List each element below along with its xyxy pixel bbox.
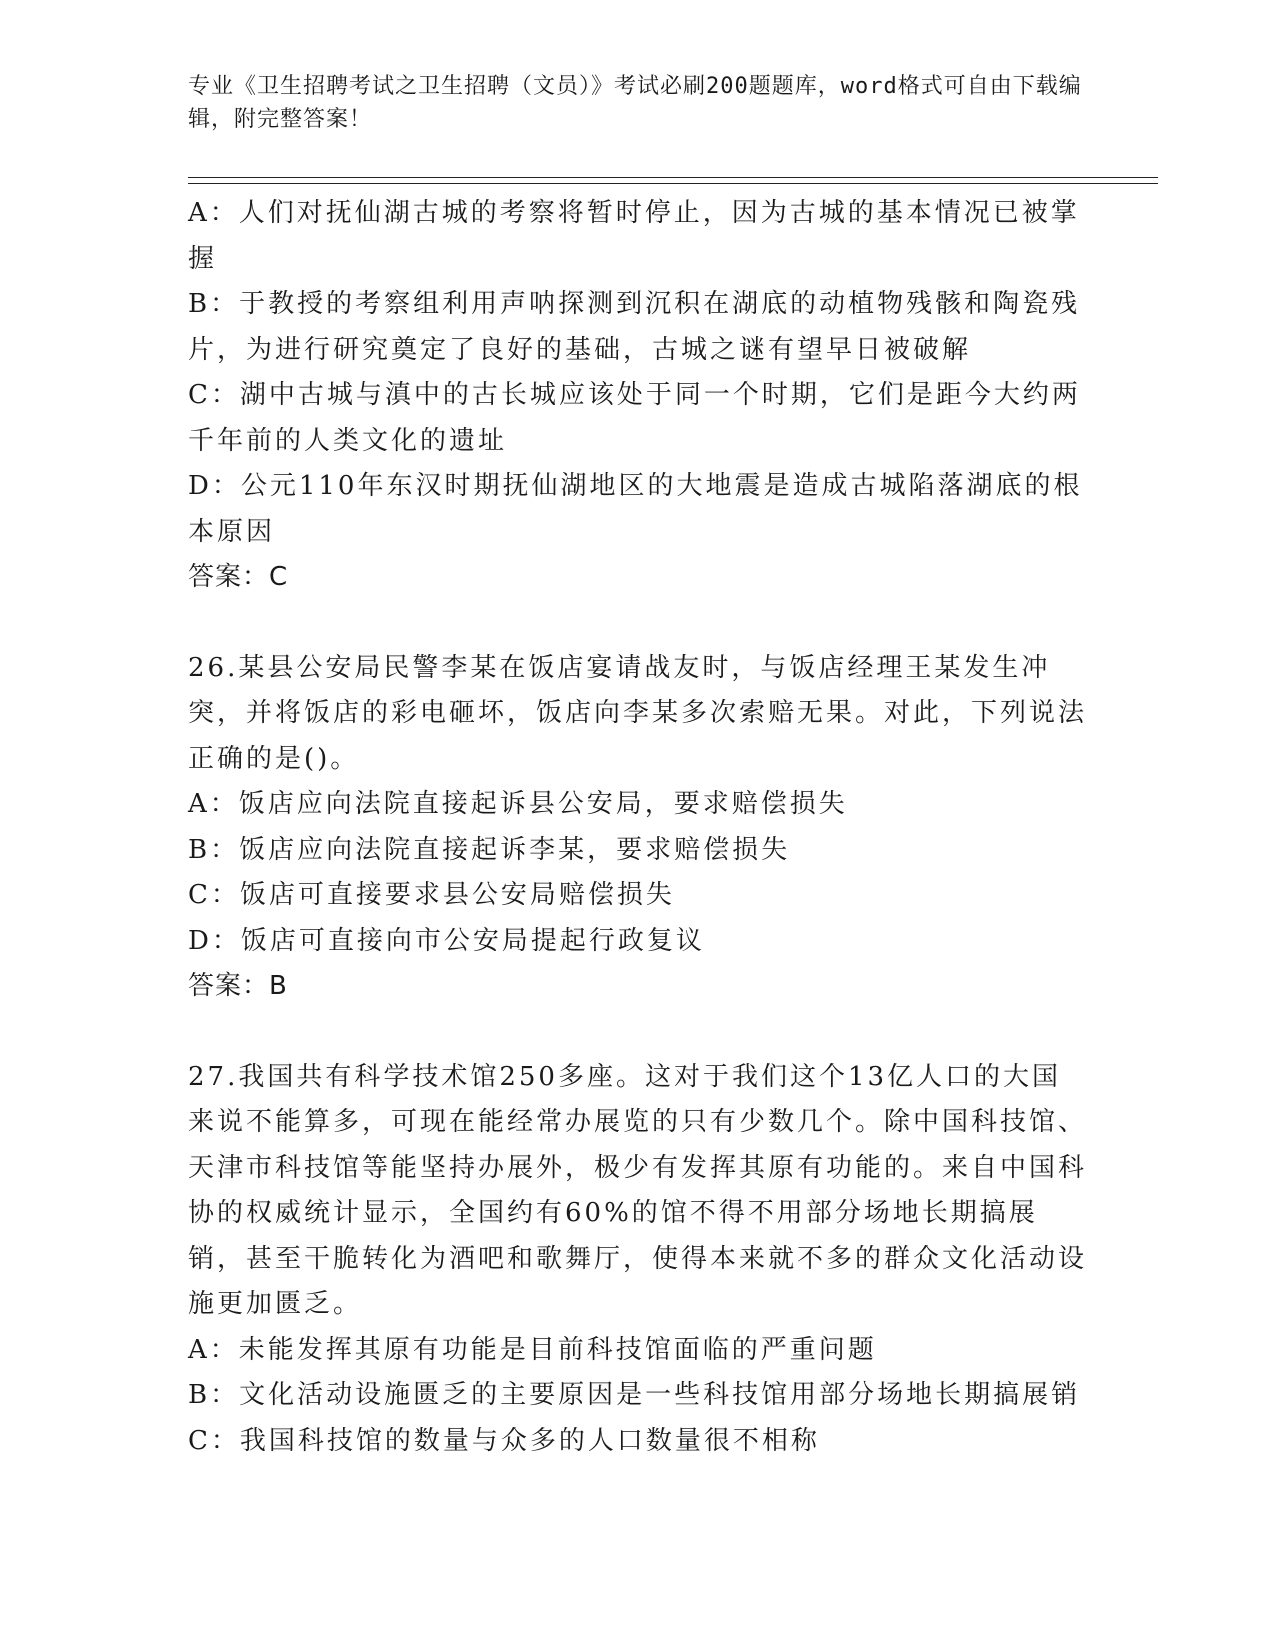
- question-spacer: [188, 601, 1088, 646]
- q26-option-b: B：饭店应向法院直接起诉李某，要求赔偿损失: [188, 834, 791, 865]
- q25-option-a: A：人们对抚仙湖古城的考察将暂时停止，因为古城的基本情况已被掌握: [188, 198, 1080, 274]
- q27-option-b: B：文化活动设施匮乏的主要原因是一些科技馆用部分场地长期搞展销: [188, 1380, 1081, 1410]
- question-spacer: [188, 1010, 1088, 1055]
- q27-option-a: A：未能发挥其原有功能是目前科技馆面临的严重问题: [188, 1334, 877, 1365]
- q27-stem: 27.我国共有科学技术馆250多座。这对于我们这个13亿人口的大国来说不能算多，可现在能经常办展览的只有少数几个。除中国科技馆、天津市科技馆等能坚持办展外，极少有发挥其原有功能的。来自中国科协的权威统计显示，全国约有60%的馆不得不用部分场地长期搞展销，甚至干脆转化为酒吧和歌舞厅，使得本来就不多的群众文化活动设施更加匮乏。: [188, 1061, 1088, 1319]
- q25-option-c: C：湖中古城与滇中的古长城应该处于同一个时期，它们是距今大约两千年前的人类文化的遗址: [188, 380, 1081, 456]
- q25-option-b: B：于教授的考察组利用声呐探测到沉积在湖底的动植物残骸和陶瓷残片，为进行研究奠定了良好的基础，古城之谜有望早日被破解: [188, 289, 1081, 365]
- q25-option-d: D：公元110年东汉时期抚仙湖地区的大地震是造成古城陷落湖底的根本原因: [188, 471, 1083, 547]
- q27-option-c: C：我国科技馆的数量与众多的人口数量很不相称: [188, 1425, 820, 1456]
- document-header: 专业《卫生招聘考试之卫生招聘（文员）》考试必刷200题题库，word格式可自由下载编辑，附完整答案！: [188, 74, 1082, 132]
- q26-option-a: A：饭店应向法院直接起诉县公安局，要求赔偿损失: [188, 789, 848, 819]
- header-rule-bottom: [188, 183, 1158, 184]
- q26-stem: 26.某县公安局民警李某在饭店宴请战友时，与饭店经理王某发生冲突，并将饭店的彩电砸坏，饭店向李某多次索赔无果。对此，下列说法正确的是()。: [188, 652, 1088, 774]
- question-content: [188, 191, 1088, 1464]
- header-rule-top: [188, 177, 1158, 178]
- q26-option-d: D：饭店可直接向市公安局提起行政复议: [188, 925, 705, 956]
- q25-answer: 答案：C: [188, 562, 289, 592]
- q26-option-c: C：饭店可直接要求县公安局赔偿损失: [188, 880, 675, 910]
- q26-answer: 答案：B: [188, 971, 288, 1001]
